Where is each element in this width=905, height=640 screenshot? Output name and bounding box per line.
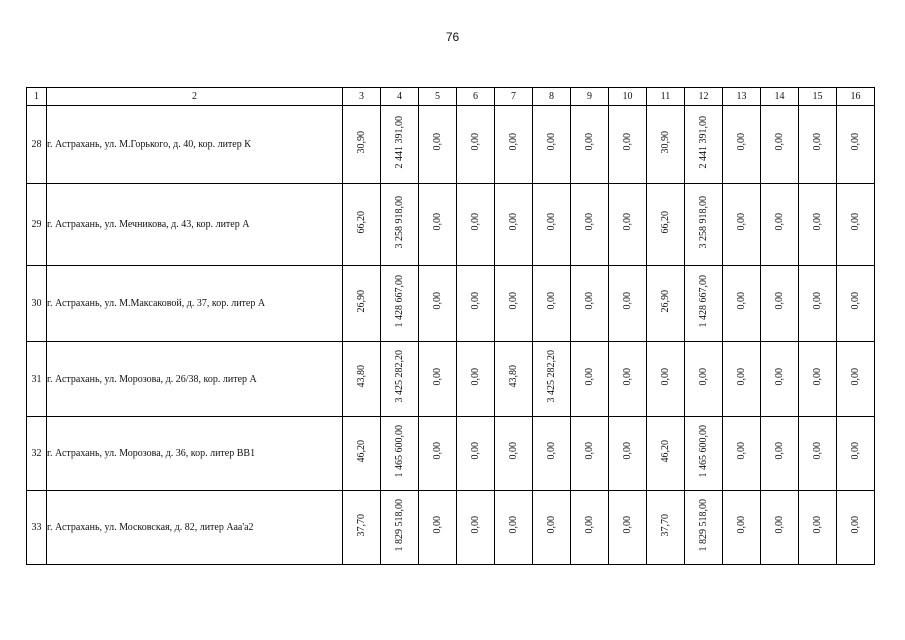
cell-value: 1 428 667,00: [697, 274, 709, 328]
cell-value: 37,70: [355, 513, 367, 537]
table-row: [27, 342, 875, 417]
cell-value: 0,00: [849, 516, 861, 534]
cell-value: 0,00: [469, 442, 481, 460]
cell-value: 0,00: [849, 133, 861, 151]
value-cell: [799, 184, 837, 266]
cell-value: 0,00: [431, 133, 443, 151]
column-header-2: 2: [47, 88, 343, 106]
cell-value: 0,00: [773, 133, 785, 151]
row-number: 28: [27, 106, 47, 184]
value-cell: [343, 417, 381, 491]
table-row: [27, 266, 875, 342]
cell-value: 0,00: [849, 367, 861, 386]
value-cell: [381, 342, 419, 417]
row-number: 32: [27, 417, 47, 491]
value-cell: [647, 184, 685, 266]
cell-value: 0,00: [773, 213, 785, 231]
cell-value: 0,00: [735, 292, 747, 310]
cell-value: 0,00: [583, 133, 595, 151]
value-cell: [495, 342, 533, 417]
row-number: 31: [27, 342, 47, 417]
cell-value: 0,00: [621, 292, 633, 310]
cell-value: 3 425 282,20: [545, 350, 557, 403]
cell-value: 0,00: [545, 516, 557, 534]
value-cell: [723, 184, 761, 266]
column-header-5: 5: [419, 88, 457, 106]
value-cell: [685, 184, 723, 266]
cell-value: 0,00: [431, 442, 443, 460]
value-cell: [761, 342, 799, 417]
cell-value: 0,00: [583, 442, 595, 460]
cell-value: 0,00: [621, 213, 633, 231]
column-header-1: 1: [27, 88, 47, 106]
value-cell: [533, 184, 571, 266]
page-number: 76: [445, 30, 460, 44]
cell-value: 46,20: [355, 439, 367, 463]
value-cell: [723, 417, 761, 491]
cell-value: 1 428 667,00: [393, 274, 405, 328]
cell-value: 1 829 518,00: [697, 498, 709, 552]
cell-value: 0,00: [811, 213, 823, 231]
cell-value: 0,00: [773, 292, 785, 310]
cell-value: 0,00: [773, 442, 785, 460]
cell-value: 0,00: [431, 213, 443, 231]
cell-value: 66,20: [659, 210, 671, 234]
value-cell: [381, 106, 419, 184]
data-table: [26, 87, 875, 565]
cell-value: 0,00: [545, 442, 557, 460]
value-cell: [799, 106, 837, 184]
value-cell: [381, 184, 419, 266]
address-cell: г. Астрахань, ул. Морозова, д. 26/38, кор. литер А: [47, 342, 343, 417]
value-cell: [343, 491, 381, 565]
cell-value: 0,00: [735, 213, 747, 231]
cell-value: 0,00: [431, 516, 443, 534]
value-cell: [457, 417, 495, 491]
cell-value: 1 465 600,00: [393, 424, 405, 478]
cell-value: 26,90: [659, 289, 671, 313]
value-cell: [343, 266, 381, 342]
value-cell: [609, 491, 647, 565]
value-cell: [837, 106, 875, 184]
value-cell: [419, 491, 457, 565]
value-cell: [571, 106, 609, 184]
table-row: [27, 417, 875, 491]
value-cell: [609, 184, 647, 266]
value-cell: [495, 417, 533, 491]
value-cell: [609, 106, 647, 184]
cell-value: 1 829 518,00: [393, 498, 405, 552]
value-cell: [419, 266, 457, 342]
column-header-12: 12: [685, 88, 723, 106]
cell-value: 2 441 391,00: [697, 115, 709, 169]
value-cell: [685, 266, 723, 342]
cell-value: 43,80: [355, 365, 367, 388]
value-cell: [571, 491, 609, 565]
value-cell: [495, 266, 533, 342]
value-cell: [761, 266, 799, 342]
value-cell: [685, 342, 723, 417]
value-cell: [761, 106, 799, 184]
value-cell: [495, 106, 533, 184]
value-cell: [723, 342, 761, 417]
cell-value: 0,00: [773, 516, 785, 534]
value-cell: [837, 417, 875, 491]
value-cell: [761, 491, 799, 565]
cell-value: 0,00: [507, 213, 519, 231]
value-cell: [609, 342, 647, 417]
address-cell: г. Астрахань, ул. Мечникова, д. 43, кор. литер А: [47, 184, 343, 266]
cell-value: 0,00: [583, 213, 595, 231]
cell-value: 0,00: [811, 292, 823, 310]
cell-value: 0,00: [849, 213, 861, 231]
value-cell: [685, 491, 723, 565]
value-cell: [723, 106, 761, 184]
value-cell: [571, 342, 609, 417]
column-header-16: 16: [837, 88, 875, 106]
cell-value: 0,00: [469, 367, 481, 386]
value-cell: [837, 342, 875, 417]
column-header-8: 8: [533, 88, 571, 106]
value-cell: [647, 417, 685, 491]
cell-value: 0,00: [545, 292, 557, 310]
value-cell: [647, 342, 685, 417]
value-cell: [647, 491, 685, 565]
column-header-6: 6: [457, 88, 495, 106]
value-cell: [343, 342, 381, 417]
cell-value: 0,00: [469, 292, 481, 310]
value-cell: [799, 342, 837, 417]
value-cell: [685, 106, 723, 184]
table-row: [27, 491, 875, 565]
value-cell: [495, 184, 533, 266]
value-cell: [343, 184, 381, 266]
cell-value: 0,00: [621, 367, 633, 386]
cell-value: 46,20: [659, 439, 671, 463]
cell-value: 0,00: [469, 213, 481, 231]
cell-value: 37,70: [659, 513, 671, 537]
value-cell: [609, 266, 647, 342]
table-row: [27, 106, 875, 184]
cell-value: 3 425 282,20: [393, 350, 405, 403]
value-cell: [723, 266, 761, 342]
row-number: 33: [27, 491, 47, 565]
column-header-11: 11: [647, 88, 685, 106]
cell-value: 0,00: [849, 292, 861, 310]
column-header-13: 13: [723, 88, 761, 106]
cell-value: 0,00: [773, 367, 785, 386]
header-row: [27, 88, 875, 106]
row-number: 29: [27, 184, 47, 266]
value-cell: [457, 266, 495, 342]
cell-value: 0,00: [697, 367, 709, 386]
cell-value: 0,00: [507, 442, 519, 460]
cell-value: 0,00: [735, 516, 747, 534]
cell-value: 30,90: [659, 130, 671, 154]
value-cell: [647, 266, 685, 342]
cell-value: 0,00: [431, 292, 443, 310]
cell-value: 0,00: [811, 442, 823, 460]
column-header-4: 4: [381, 88, 419, 106]
value-cell: [495, 491, 533, 565]
cell-value: 0,00: [811, 367, 823, 386]
cell-value: 0,00: [545, 133, 557, 151]
cell-value: 0,00: [583, 367, 595, 386]
value-cell: [533, 491, 571, 565]
value-cell: [837, 266, 875, 342]
value-cell: [533, 106, 571, 184]
column-header-9: 9: [571, 88, 609, 106]
value-cell: [533, 266, 571, 342]
address-cell: г. Астрахань, ул. Морозова, д. 36, кор. литер ВВ1: [47, 417, 343, 491]
cell-value: 0,00: [621, 442, 633, 460]
value-cell: [609, 417, 647, 491]
address-cell: г. Астрахань, ул. Московская, д. 82, литер Ааа'а2: [47, 491, 343, 565]
value-cell: [837, 491, 875, 565]
value-cell: [571, 266, 609, 342]
cell-value: 0,00: [469, 133, 481, 151]
cell-value: 0,00: [583, 292, 595, 310]
cell-value: 0,00: [583, 516, 595, 534]
column-header-7: 7: [495, 88, 533, 106]
column-header-3: 3: [343, 88, 381, 106]
address-cell: г. Астрахань, ул. М.Горького, д. 40, кор. литер К: [47, 106, 343, 184]
cell-value: 0,00: [469, 516, 481, 534]
cell-value: 0,00: [507, 292, 519, 310]
cell-value: 0,00: [735, 442, 747, 460]
cell-value: 0,00: [659, 367, 671, 386]
value-cell: [571, 417, 609, 491]
cell-value: 0,00: [621, 133, 633, 151]
value-cell: [571, 184, 609, 266]
value-cell: [799, 417, 837, 491]
cell-value: 0,00: [431, 367, 443, 386]
value-cell: [419, 106, 457, 184]
value-cell: [533, 342, 571, 417]
value-cell: [647, 106, 685, 184]
address-cell: г. Астрахань, ул. М.Максаковой, д. 37, кор. литер А: [47, 266, 343, 342]
cell-value: 1 465 600,00: [697, 424, 709, 478]
value-cell: [761, 184, 799, 266]
value-cell: [799, 491, 837, 565]
value-cell: [457, 106, 495, 184]
cell-value: 0,00: [811, 516, 823, 534]
cell-value: 30,90: [355, 130, 367, 154]
value-cell: [381, 417, 419, 491]
cell-value: 26,90: [355, 289, 367, 313]
cell-value: 0,00: [735, 133, 747, 151]
value-cell: [457, 342, 495, 417]
cell-value: 0,00: [545, 213, 557, 231]
cell-value: 66,20: [355, 210, 367, 234]
value-cell: [457, 184, 495, 266]
table-row: [27, 184, 875, 266]
cell-value: 43,80: [507, 365, 519, 388]
column-header-10: 10: [609, 88, 647, 106]
value-cell: [533, 417, 571, 491]
value-cell: [761, 417, 799, 491]
column-header-15: 15: [799, 88, 837, 106]
value-cell: [343, 106, 381, 184]
value-cell: [685, 417, 723, 491]
value-cell: [381, 491, 419, 565]
value-cell: [799, 266, 837, 342]
value-cell: [419, 342, 457, 417]
value-cell: [419, 184, 457, 266]
value-cell: [837, 184, 875, 266]
value-cell: [723, 491, 761, 565]
cell-value: 0,00: [735, 367, 747, 386]
value-cell: [419, 417, 457, 491]
cell-value: 0,00: [507, 516, 519, 534]
row-number: 30: [27, 266, 47, 342]
cell-value: 0,00: [811, 133, 823, 151]
cell-value: 3 258 918,00: [393, 195, 405, 249]
value-cell: [457, 491, 495, 565]
cell-value: 0,00: [849, 442, 861, 460]
column-header-14: 14: [761, 88, 799, 106]
cell-value: 2 441 391,00: [393, 115, 405, 169]
cell-value: 0,00: [507, 133, 519, 151]
cell-value: 3 258 918,00: [697, 195, 709, 249]
value-cell: [381, 266, 419, 342]
cell-value: 0,00: [621, 516, 633, 534]
